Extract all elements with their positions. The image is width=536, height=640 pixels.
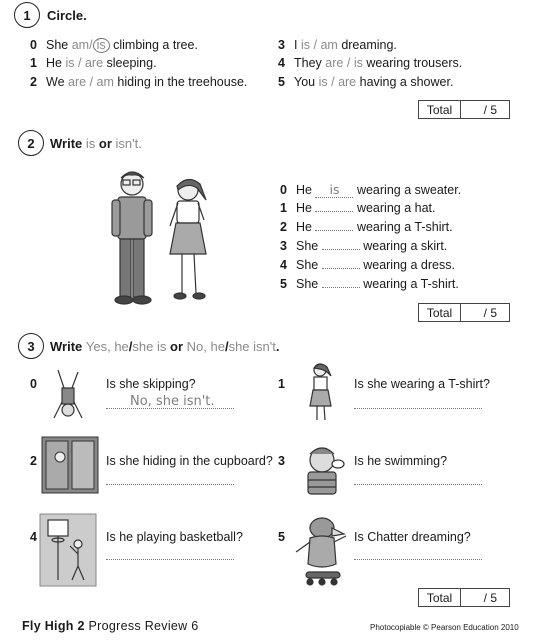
answer-blank	[315, 230, 353, 231]
answer-blank	[315, 211, 353, 212]
s1-total-box	[418, 100, 510, 119]
boy-eating-picture	[298, 442, 348, 496]
q3-text: Is he swimming?	[354, 454, 448, 468]
section-1-title: Circle.	[47, 8, 87, 23]
total-label: Total	[419, 101, 461, 118]
q4-text: Is he playing basketball?	[106, 530, 243, 544]
s2-item-2: 2 He wearing a T-shirt.	[280, 220, 453, 234]
q0-text: Is she skipping?	[106, 377, 196, 391]
q5-number: 5	[278, 530, 285, 544]
q2-text: Is she hiding in the cupboard?	[106, 454, 273, 468]
circled-answer: is	[93, 38, 110, 53]
s2-item-5: 5 She wearing a T-shirt.	[280, 277, 459, 291]
s2-item-1: 1 He wearing a hat.	[280, 201, 436, 215]
q0-answer: No, she isn't.	[130, 394, 215, 409]
s1-item-1: 1 He is / are sleeping.	[30, 56, 157, 70]
q3-number: 3	[278, 454, 285, 468]
section-2-title: Write is or isn't.	[50, 136, 142, 151]
boy-and-girl-illustration	[100, 168, 220, 310]
q4-number: 4	[30, 530, 37, 544]
s1-item-3: 3 I is / am dreaming.	[278, 38, 397, 52]
answer-blank: is	[315, 182, 353, 198]
s1-item-5: 5 You is / are having a shower.	[278, 75, 454, 89]
girl-standing-picture	[304, 362, 340, 424]
q2-number: 2	[30, 454, 37, 468]
q5-text: Is Chatter dreaming?	[354, 530, 471, 544]
total-label: Total	[419, 304, 461, 321]
footer-title	[22, 619, 199, 633]
girl-cartwheel-picture	[48, 366, 88, 424]
brand-name: Fly High 2	[22, 619, 85, 633]
total-value: / 5	[483, 102, 497, 117]
q1-answer-line	[354, 408, 482, 409]
s1-item-4: 4 They are / is wearing trousers.	[278, 56, 463, 70]
s2-item-4: 4 She wearing a dress.	[280, 258, 455, 272]
section-3-number: 3	[18, 333, 44, 359]
q0-number: 0	[30, 377, 37, 391]
cupboard-picture	[42, 437, 98, 493]
q4-answer-line	[106, 559, 234, 560]
answer-blank	[322, 249, 360, 250]
section-1-number: 1	[14, 2, 40, 28]
section-3-title: Write Yes, he/she is or No, he/she isn't.	[50, 339, 280, 354]
q3-answer-line	[354, 484, 482, 485]
s2-total-box	[418, 303, 510, 322]
copyright: Photocopiable © Pearson Education 2010	[370, 623, 519, 632]
total-value: / 5	[483, 305, 497, 320]
q1-text: Is she wearing a T-shirt?	[354, 377, 490, 391]
q2-answer-line	[106, 484, 234, 485]
s2-item-0: 0 He is wearing a sweater.	[280, 182, 462, 197]
section-2-number: 2	[18, 130, 44, 156]
basketball-picture	[40, 514, 96, 586]
chatter-parrot-picture	[292, 512, 350, 588]
total-value: / 5	[483, 590, 497, 605]
answer-blank	[322, 287, 360, 288]
q1-number: 1	[278, 377, 285, 391]
s2-item-3: 3 She wearing a skirt.	[280, 239, 448, 253]
review-title: Progress Review 6	[88, 619, 199, 633]
q5-answer-line	[354, 559, 482, 560]
s1-item-2: 2 We are / am hiding in the treehouse.	[30, 75, 248, 89]
s1-item-0: 0 She am/ is climbing a tree.	[30, 38, 198, 52]
answer-blank	[322, 268, 360, 269]
total-label: Total	[419, 589, 461, 606]
s3-total-box	[418, 588, 510, 607]
q0-answer-line	[106, 408, 234, 409]
